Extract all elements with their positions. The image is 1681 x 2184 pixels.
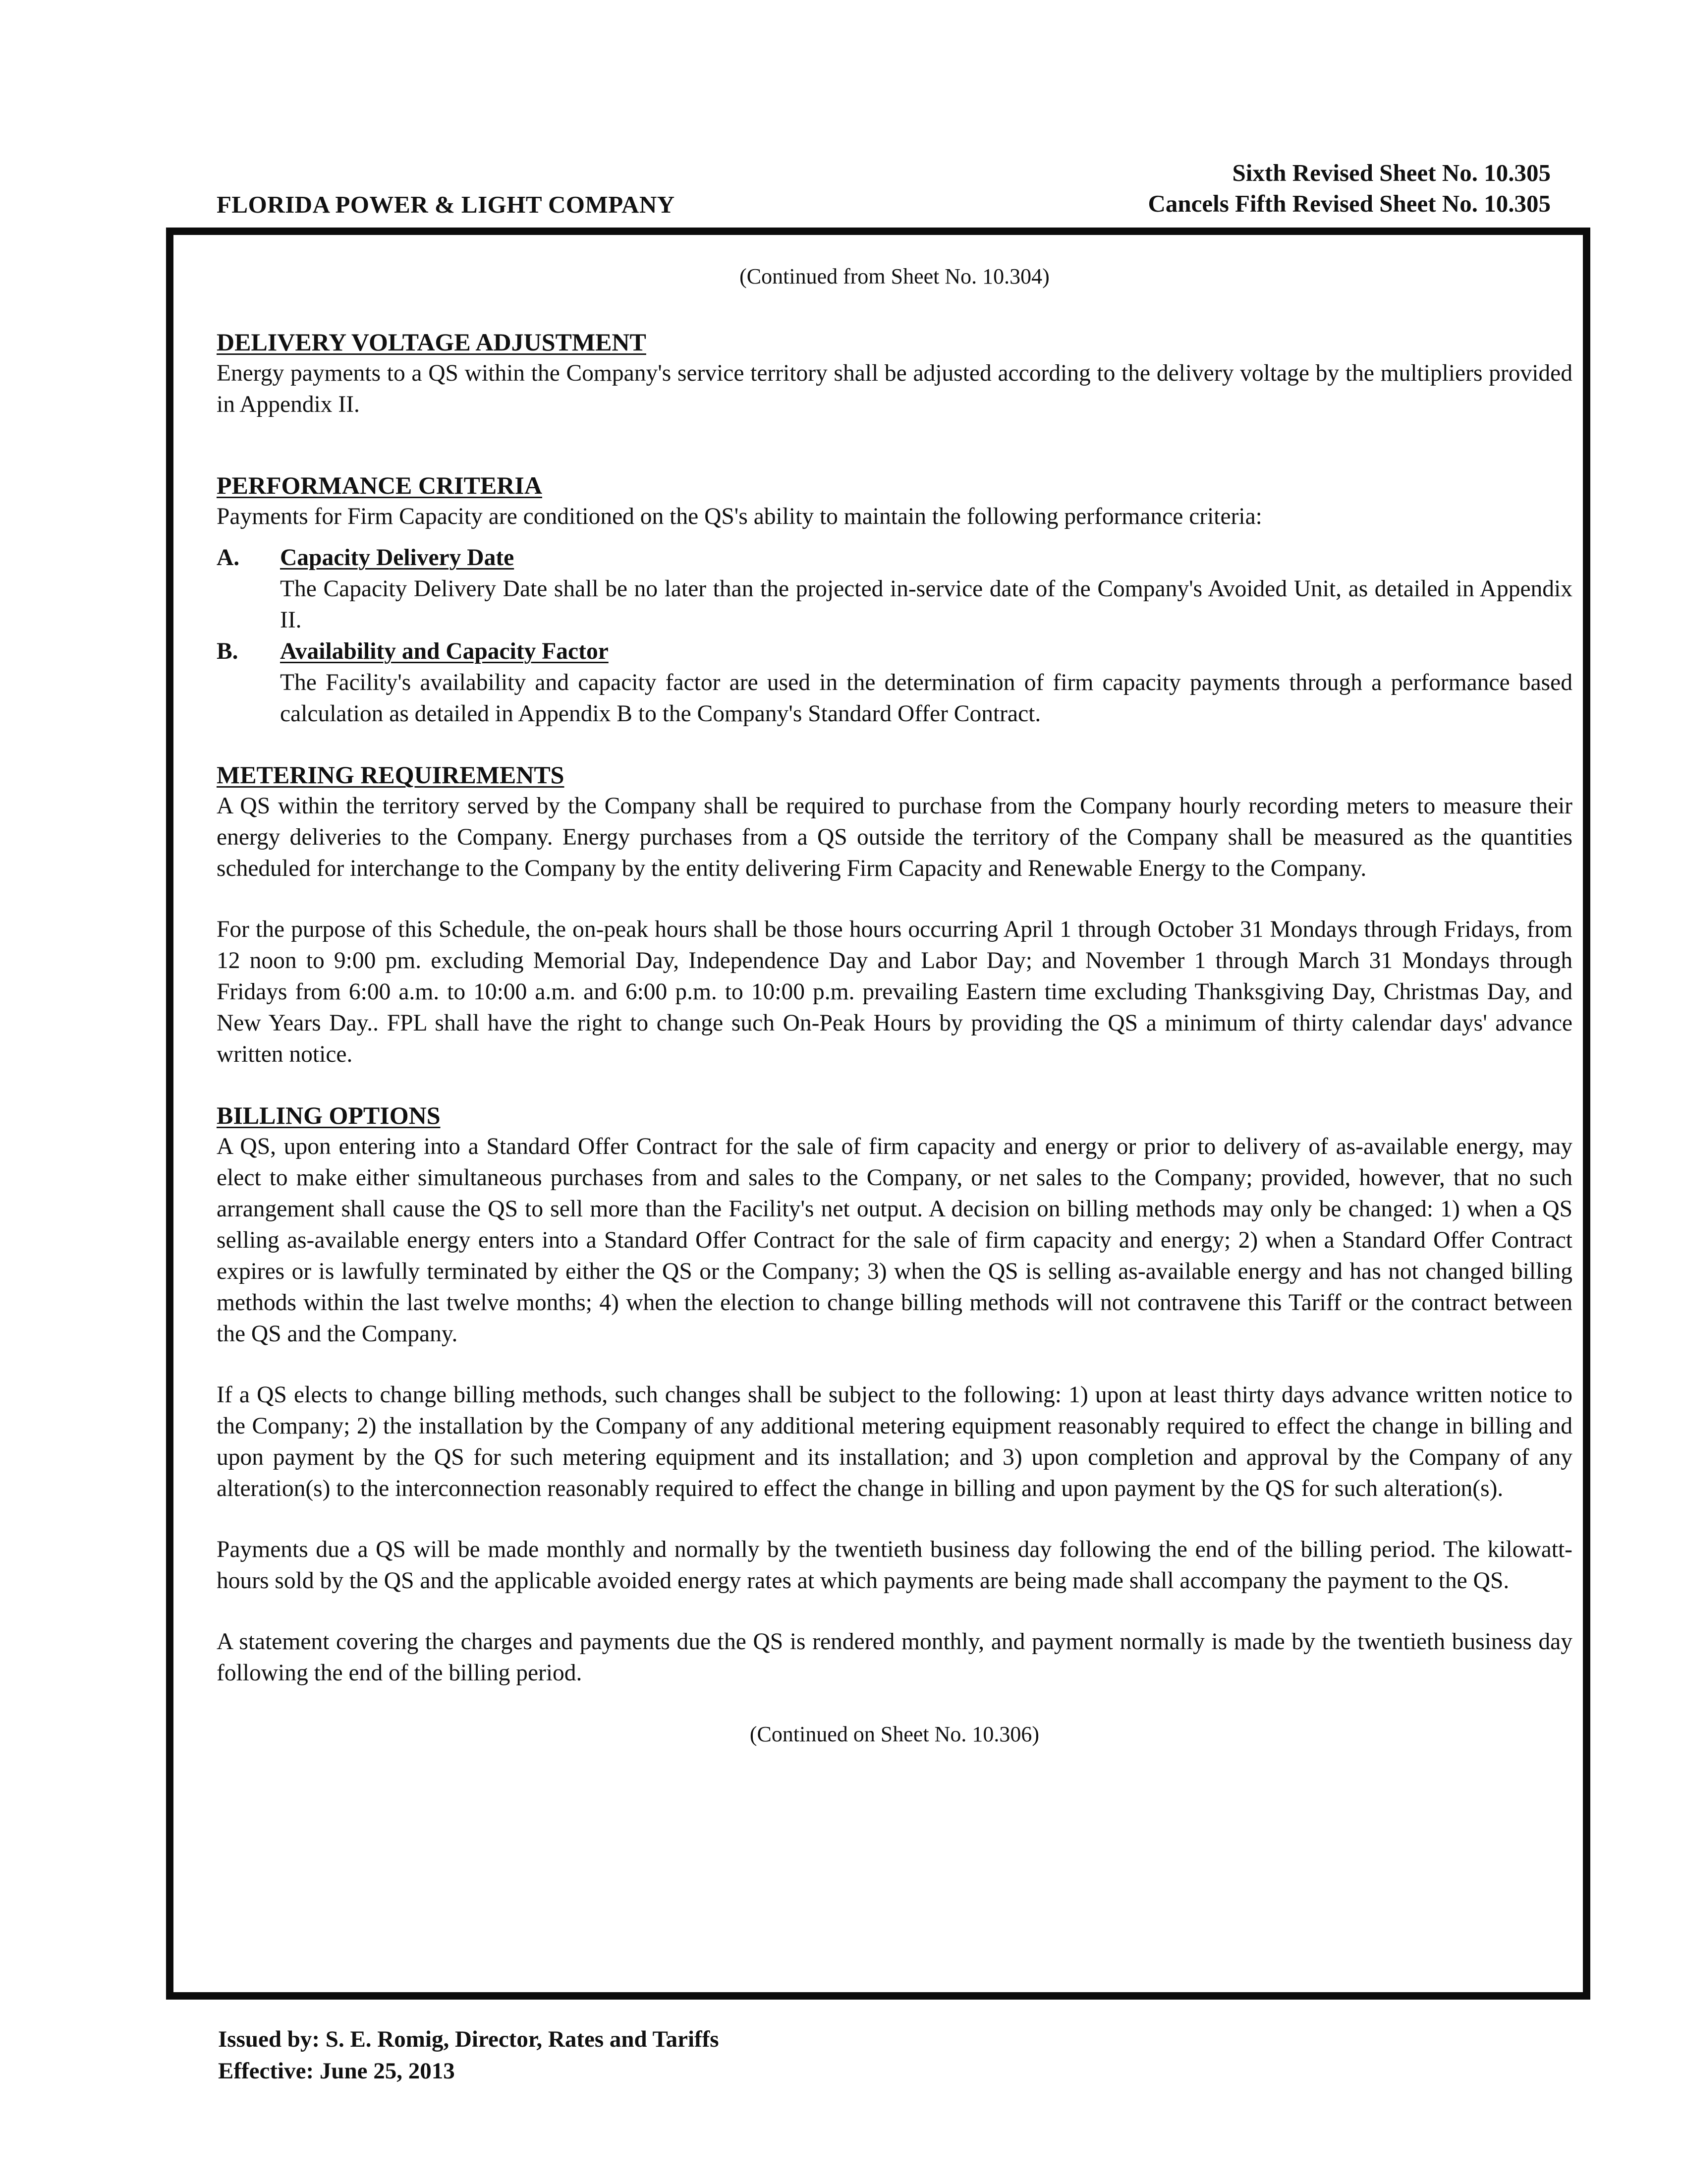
section-heading: BILLING OPTIONS [217,1101,441,1129]
issued-by: Issued by: S. E. Romig, Director, Rates and Tariffs [218,2026,719,2052]
item-text: The Facility's availability and capacity factor are used in the determination of firm capacity payments through a performance based calculation as detailed in Appendix B to the Company's Standard Offer Contract. [280,670,1572,727]
delivery-voltage-section [217,327,1572,420]
effective-date: Effective: June 25, 2013 [218,2058,455,2084]
sheet-cancels: Cancels Fifth Revised Sheet No. 10.305 [1148,190,1551,217]
item-letter: A. [217,545,240,571]
criteria-item-a [217,542,1572,636]
section-heading: PERFORMANCE CRITERIA [217,471,542,499]
billing-paragraph-2: If a QS elects to change billing methods, such changes shall be subject to the following: 1) upon at least thirty days advance written notice to the Company; 2) the installation by the Company of any additional metering equipment reasonably required to effect the change in billing and upon payment by the QS for such metering equipment and its installation; and 3) upon completion and approval by the Company of any alteration(s) to the interconnection reasonably required to effect the change in billing and upon payment by the QS for such alteration(s). [217,1382,1572,1501]
item-title: Availability and Capacity Factor [280,638,609,664]
metering-paragraph-1: A QS within the territory served by the Company shall be required to purchase from the Company hourly recording meters to measure their energy deliveries to the Company. Energy purchases from a QS outside the territory of the Company shall be measured as the quantities scheduled for interchange to the Company by the entity delivering Firm Capacity and Renewable Energy to the Company. [217,793,1572,881]
item-letter: B. [217,638,238,664]
issuance-footer [218,2023,719,2087]
item-text: The Capacity Delivery Date shall be no later than the projected in-service date of the Company's Avoided Unit, as detailed in Appendix II. [280,576,1572,633]
billing-paragraph-3: Payments due a QS will be made monthly and normally by the twentieth business day following the end of the billing period. The kilowatt-hours sold by the QS and the applicable avoided energy rates at which payments are being made shall accompany the payment to the QS. [217,1537,1572,1594]
continued-on: (Continued on Sheet No. 10.306) [749,1722,1040,1746]
section-text: Energy payments to a QS within the Company's service territory shall be adjusted according to the delivery voltage by the multipliers provided in Appendix II. [217,360,1572,417]
continued-from: (Continued from Sheet No. 10.304) [739,264,1050,288]
document-body [217,261,1572,1750]
section-intro: Payments for Firm Capacity are conditioned on the QS's ability to maintain the following performance criteria: [217,504,1262,529]
criteria-item-b [217,636,1572,730]
metering-section [217,759,1572,1070]
company-name: FLORIDA POWER & LIGHT COMPANY [217,191,675,218]
metering-paragraph-2: For the purpose of this Schedule, the on-peak hours shall be those hours occurring April 1 through October 31 Mondays through Fridays, from 12 noon to 9:00 pm. excluding Memorial Day, Independence Day and Labor Day; and November 1 through March 31 Mondays through Fridays from 6:00 a.m. to 10:00 a.m. and 6:00 p.m. to 10:00 p.m. prevailing Eastern time excluding Thanksgiving Day, Christmas Day, and New Years Day.. FPL shall have the right to change such On-Peak Hours by providing the QS a minimum of thirty calendar days' advance written notice. [217,917,1572,1067]
section-heading: DELIVERY VOLTAGE ADJUSTMENT [217,328,646,356]
section-heading: METERING REQUIREMENTS [217,761,564,789]
billing-paragraph-4: A statement covering the charges and payments due the QS is rendered monthly, and payment normally is made by the twentieth business day following the end of the billing period. [217,1629,1572,1686]
item-title: Capacity Delivery Date [280,545,514,571]
sheet-info [1148,158,1551,219]
performance-criteria-section [217,470,1572,730]
sheet-revision: Sixth Revised Sheet No. 10.305 [1232,159,1551,186]
billing-section [217,1100,1572,1689]
billing-paragraph-1: A QS, upon entering into a Standard Offer Contract for the sale of firm capacity and energy or prior to delivery of as-available energy, may elect to make either simultaneous purchases from and sales to the Company, or net sales to the Company; provided, however, that no such arrangement shall cause the QS to sell more than the Facility's net output. A decision on billing methods may only be changed: 1) when a QS selling as-available energy enters into a Standard Offer Contract for the sale of firm capacity and energy; 2) when a Standard Offer Contract expires or is lawfully terminated by either the QS or the Company; 3) when the QS is selling as-available energy and has not changed billing methods within the last twelve months; 4) when the election to change billing methods will not contravene this Tariff or the contract between the QS and the Company. [217,1134,1572,1347]
